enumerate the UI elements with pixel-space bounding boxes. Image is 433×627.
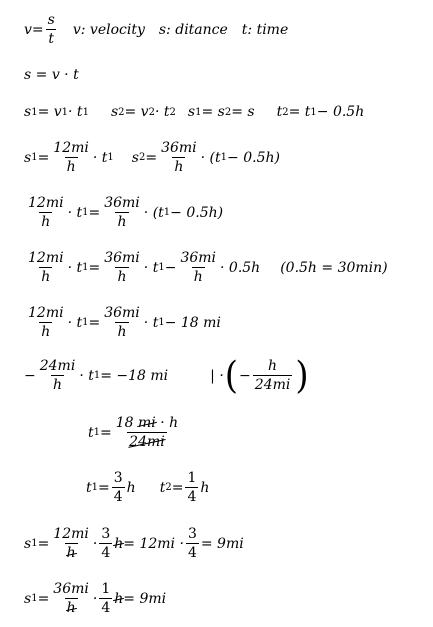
s: s [24, 104, 32, 120]
sub: 1 [82, 106, 89, 118]
equation-step-2 [24, 250, 388, 285]
fraction [185, 470, 198, 505]
s: s [24, 590, 32, 607]
legend-velocity: v: velocity [72, 21, 145, 38]
paren-close: ) [295, 353, 309, 398]
fraction [51, 140, 91, 175]
fraction [102, 195, 142, 230]
frac-num: 1 [101, 581, 111, 597]
text: · t [79, 367, 94, 384]
text: · t [67, 204, 83, 221]
text: − 18 mi [164, 314, 221, 331]
sub: 1 [195, 106, 202, 118]
equation-relations [24, 104, 364, 120]
text: · t [154, 104, 170, 120]
text: = v [37, 104, 62, 120]
text: = s [201, 104, 225, 120]
fraction [102, 305, 142, 340]
text: · (t [143, 204, 164, 221]
fraction [51, 581, 91, 616]
sub: 1 [158, 317, 165, 328]
frac-den: 4 [113, 489, 123, 505]
frac-num: 24mi [39, 358, 76, 374]
sub: 2 [138, 152, 146, 163]
text: · h [155, 415, 179, 431]
equation-step-3 [24, 305, 221, 340]
cancelled-h: h [114, 535, 124, 552]
text: 18 [115, 415, 139, 431]
sub: 1 [31, 106, 38, 118]
legend-time: t: time [241, 21, 289, 38]
t: t [88, 424, 94, 441]
frac-num: 36mi [53, 581, 89, 597]
equation-step-4 [24, 353, 310, 398]
multiply-both-sides: | · [210, 367, 224, 384]
fraction [112, 470, 125, 505]
frac-den: h [66, 159, 76, 175]
sub: 2 [224, 106, 232, 118]
fraction [186, 526, 199, 561]
equation-velocity-definition [24, 12, 288, 47]
frac-den [127, 432, 167, 450]
frac-den: h [117, 214, 127, 230]
frac-den: t [48, 31, 55, 47]
text: − [164, 259, 177, 276]
text: − 0.5h [316, 104, 365, 120]
s: s [187, 104, 196, 120]
paren-open: ( [224, 353, 239, 398]
text: = t [288, 104, 311, 120]
fraction [159, 140, 199, 175]
dot: · [92, 590, 98, 607]
text: = [145, 149, 158, 166]
equation-t-values [86, 470, 209, 505]
frac-den: 4 [187, 545, 197, 561]
frac-den: h [41, 214, 51, 230]
sub: 1 [82, 317, 89, 328]
minus: − [239, 367, 251, 384]
frac-num: s [47, 12, 55, 28]
equation-s1-result-b [24, 581, 166, 616]
text: = s [231, 104, 255, 120]
frac-num: 3 [113, 470, 123, 486]
text: = [37, 535, 50, 552]
sub: 2 [282, 106, 289, 118]
sub: 1 [93, 427, 101, 438]
s: s [110, 104, 119, 120]
frac-num: 1 [187, 470, 197, 486]
sub: 1 [91, 482, 99, 493]
sub: 1 [31, 538, 38, 549]
frac-den: h [117, 324, 127, 340]
fraction-s-over-t [46, 12, 57, 47]
frac-num: h [268, 358, 278, 374]
sub: 1 [107, 152, 114, 163]
text: · 0.5h [220, 259, 261, 276]
sub: 2 [169, 106, 176, 118]
frac-den: h [53, 377, 63, 393]
text: = −18 mi [100, 367, 169, 384]
text: · t [143, 314, 159, 331]
frac-num [114, 415, 180, 432]
equation-s1-result-a [24, 526, 244, 561]
frac-den: h [193, 269, 203, 285]
fraction [26, 195, 66, 230]
var-v: v [24, 21, 32, 38]
text: h [200, 479, 210, 496]
text: − 0.5h) [170, 204, 224, 221]
text: = [88, 314, 101, 331]
equation-distance [24, 67, 79, 83]
frac-den: h [41, 269, 51, 285]
s: s [131, 149, 139, 166]
sub: 1 [93, 370, 101, 381]
fraction [99, 581, 112, 616]
sub: 1 [310, 106, 317, 118]
equation-step-1 [24, 195, 223, 230]
sub: 1 [31, 152, 38, 163]
fraction [26, 250, 66, 285]
frac-num: 12mi [53, 526, 89, 542]
dot: · [92, 535, 98, 552]
text: = [171, 479, 184, 496]
fraction [253, 358, 293, 393]
text: = 12mi · [123, 535, 184, 552]
fraction [99, 526, 112, 561]
fraction [26, 305, 66, 340]
frac-num: 3 [187, 526, 197, 542]
text: − 0.5h) [227, 149, 280, 166]
legend-distance: s: ditance [158, 21, 228, 38]
frac-den: 4 [187, 489, 197, 505]
frac-num: 36mi [104, 250, 140, 266]
note-conversion: (0.5h = 30min) [280, 259, 388, 276]
frac-num: 12mi [28, 305, 64, 321]
frac-num: 12mi [28, 250, 64, 266]
distance-formula: s = v · t [24, 67, 79, 83]
equals: = [31, 21, 44, 38]
text: · t [67, 259, 83, 276]
text: · t [143, 259, 159, 276]
text: = [88, 204, 101, 221]
equation-substitution [24, 140, 280, 175]
s: s [24, 149, 32, 166]
sub: 1 [82, 262, 89, 273]
fraction [102, 250, 142, 285]
frac-den: h [174, 159, 184, 175]
sub: 1 [82, 207, 89, 218]
text: = 9mi [200, 535, 244, 552]
sub: 1 [31, 593, 38, 604]
cancelled-h: h [66, 545, 76, 561]
frac-den: 4 [101, 600, 111, 616]
cancelled-24mi: 24mi [129, 434, 165, 450]
sub: 1 [220, 152, 228, 163]
sub: 1 [163, 207, 171, 218]
frac-den [65, 598, 78, 616]
frac-den: 24mi [254, 377, 291, 393]
t: t [159, 479, 166, 496]
text: = v [124, 104, 149, 120]
frac-num: 36mi [104, 305, 140, 321]
fraction [38, 358, 78, 393]
text: = 9mi [123, 590, 167, 607]
frac-num: 12mi [28, 195, 64, 211]
sub: 2 [165, 482, 172, 493]
sub: 1 [158, 262, 165, 273]
t: t [86, 479, 92, 496]
text: = [37, 149, 50, 166]
cancelled-h: h [114, 590, 124, 607]
fraction [178, 250, 218, 285]
cancelled-h: h [66, 600, 76, 616]
fraction [114, 415, 180, 450]
frac-num: 3 [101, 526, 111, 542]
text: · t [67, 314, 83, 331]
frac-den: 4 [101, 545, 111, 561]
fraction [51, 526, 91, 561]
cancelled-mi: mi [138, 415, 156, 431]
text: = [100, 424, 112, 441]
text: · (t [200, 149, 221, 166]
frac-num: 36mi [161, 140, 197, 156]
frac-num: 36mi [180, 250, 217, 266]
text: = [37, 590, 50, 607]
text: = [88, 259, 101, 276]
sub: 2 [118, 106, 125, 118]
sub: 1 [61, 106, 69, 118]
frac-num: 12mi [53, 140, 89, 156]
frac-den: h [117, 269, 127, 285]
text: · t [68, 104, 83, 120]
sub: 2 [148, 106, 155, 118]
s: s [24, 535, 32, 552]
frac-num: 36mi [104, 195, 140, 211]
t: t [276, 104, 283, 120]
frac-den: h [41, 324, 51, 340]
text: · t [92, 149, 108, 166]
minus: − [24, 367, 36, 384]
frac-den [65, 543, 78, 561]
text: h [126, 479, 136, 496]
equation-solve-t1 [88, 415, 182, 450]
text: = [98, 479, 110, 496]
